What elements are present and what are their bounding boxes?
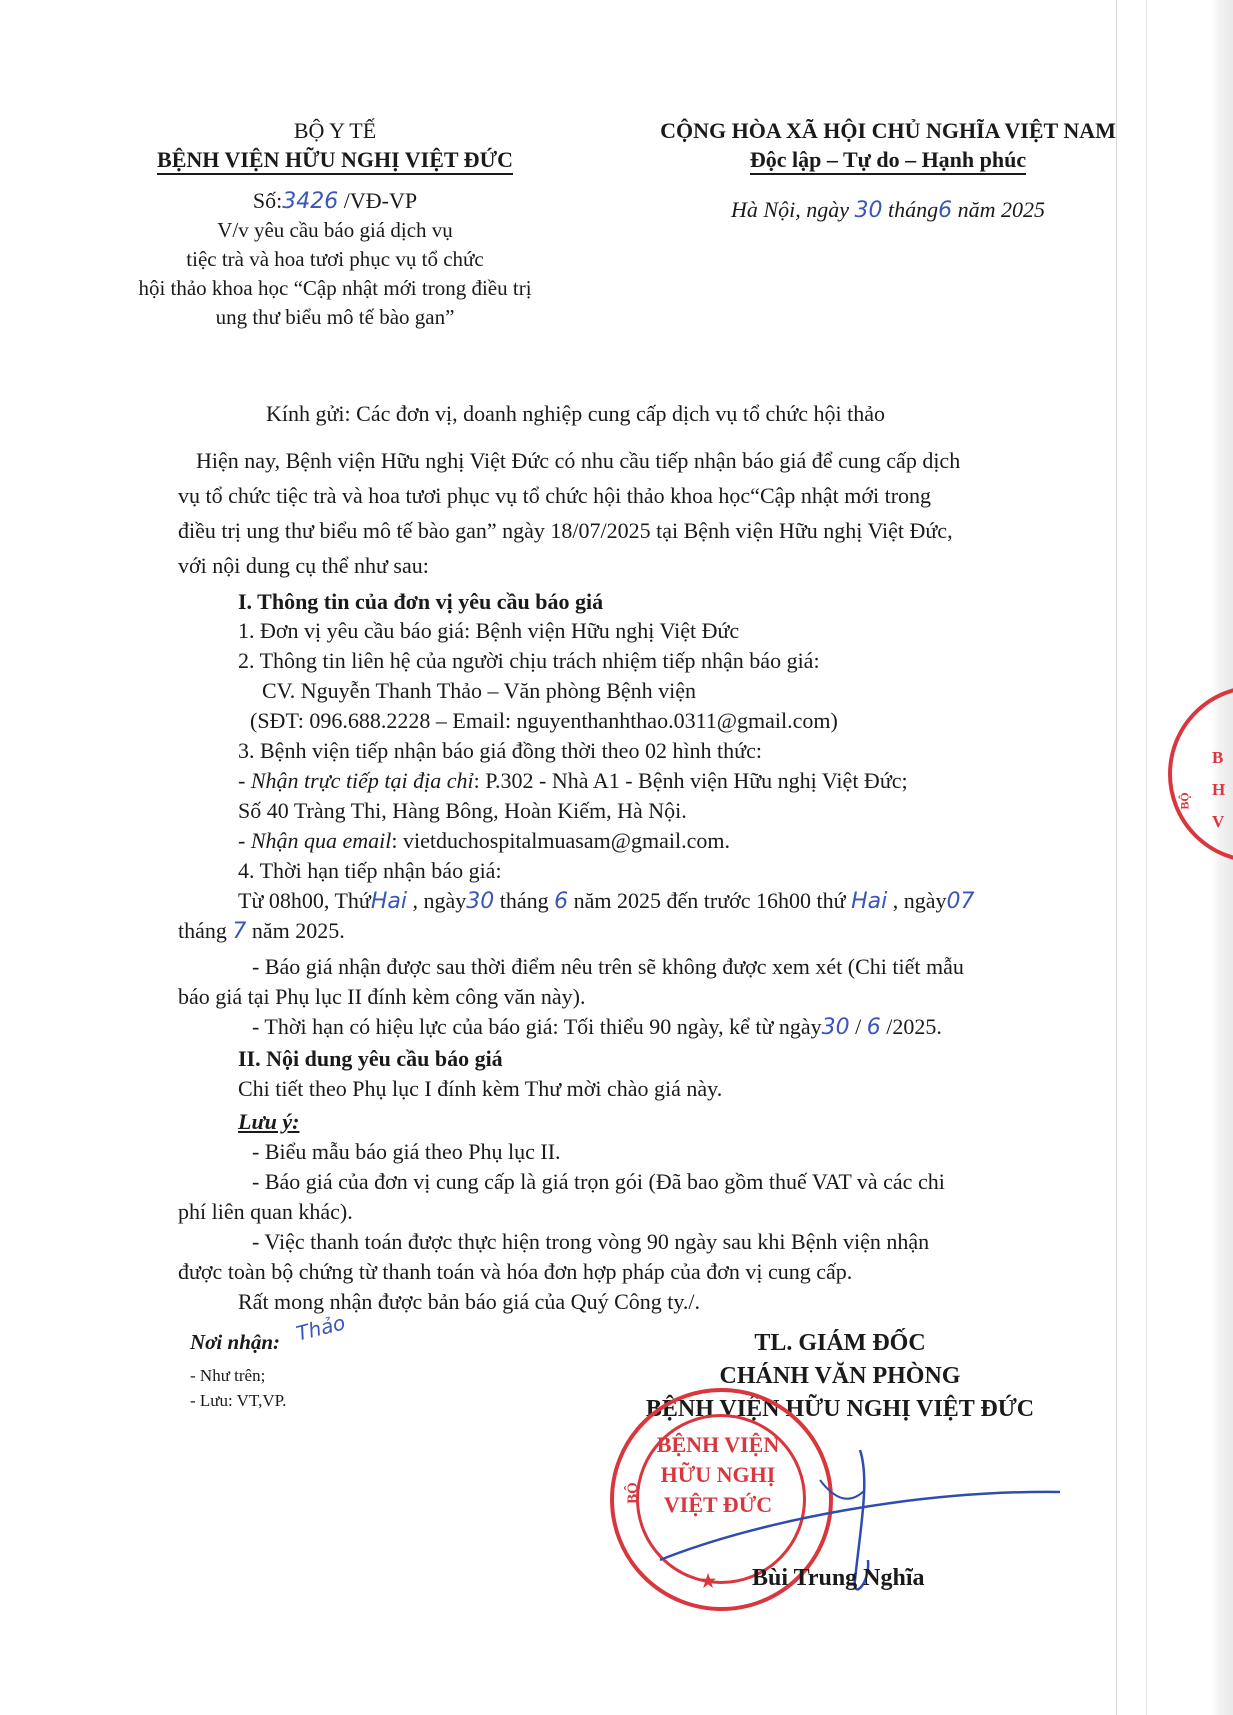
subject-block bbox=[100, 216, 570, 332]
late-note: báo giá tại Phụ lục II đính kèm công văn này). bbox=[178, 984, 586, 1009]
deadline-line: tháng 7 năm 2025. bbox=[178, 918, 345, 944]
address: Số 40 Tràng Thi, Hàng Bông, Hoàn Kiếm, Hà Nội. bbox=[238, 798, 687, 823]
edge-seal-side-text: BỘ bbox=[1177, 792, 1192, 810]
contact-name: CV. Nguyễn Thanh Thảo – Văn phòng Bệnh viện bbox=[262, 678, 697, 703]
document-number: Số:3426 /VĐ-VP bbox=[252, 188, 418, 214]
email-delivery: - Nhận qua email: vietduchospitalmuasam@gmail.com. bbox=[238, 828, 730, 853]
signer-name: Bùi Trung Nghĩa bbox=[752, 1565, 925, 1591]
section-1-title: I. Thông tin của đơn vị yêu cầu báo giá bbox=[238, 589, 604, 614]
validity-line: - Thời hạn có hiệu lực của báo giá: Tối thiểu 90 ngày, kể từ ngày30 / 6 /2025. bbox=[252, 1014, 942, 1040]
issue-date: Hà Nội, ngày 30 tháng6 năm 2025 bbox=[731, 197, 1045, 223]
salutation: Kính gửi: Các đơn vị, doanh nghiệp cung cấp dịch vụ tổ chức hội thảo bbox=[266, 401, 885, 426]
handwritten-number: 3426 bbox=[282, 189, 339, 214]
closing-line: Rất mong nhận được bản báo giá của Quý Công ty./. bbox=[238, 1289, 701, 1314]
seal-star: ★ bbox=[700, 1571, 717, 1591]
section-2-detail: Chi tiết theo Phụ lục I đính kèm Thư mời chào giá này. bbox=[238, 1076, 723, 1101]
ministry-name: BỘ Y TẾ bbox=[293, 118, 377, 143]
national-header bbox=[618, 116, 1158, 225]
intro-line: với nội dung cụ thể như sau: bbox=[178, 553, 429, 578]
seal-text: BỆNH VIỆN HỮU NGHỊ VIỆT ĐỨC bbox=[656, 1432, 780, 1517]
note-item: - Báo giá của đơn vị cung cấp là giá trọn gói (Đã bao gồm thuế VAT và các chi bbox=[252, 1169, 945, 1194]
section-1-item: 3. Bệnh viện tiếp nhận báo giá đồng thời theo 02 hình thức: bbox=[238, 738, 762, 763]
issuer-block bbox=[100, 116, 570, 332]
country-name: CỘNG HÒA XÃ HỘI CHỦ NGHĨA VIỆT NAM bbox=[660, 118, 1116, 143]
note-item: - Việc thanh toán được thực hiện trong vòng 90 ngày sau khi Bệnh viện nhận bbox=[252, 1229, 930, 1254]
subject-line: V/v yêu cầu báo giá dịch vụ bbox=[217, 218, 453, 242]
recipients-title: Nơi nhận: bbox=[190, 1330, 281, 1354]
initials-handwritten: Thảo bbox=[293, 1310, 348, 1346]
late-note: - Báo giá nhận được sau thời điểm nêu trên sẽ không được xem xét (Chi tiết mẫu bbox=[252, 954, 964, 979]
edge-seal-text: B H V bbox=[1212, 748, 1226, 831]
recipient-item: - Như trên; bbox=[190, 1366, 266, 1385]
note-item: - Biểu mẫu báo giá theo Phụ lục II. bbox=[252, 1139, 561, 1164]
subject-line: tiệc trà và hoa tươi phục vụ tổ chức bbox=[186, 247, 484, 271]
scan-fold-line bbox=[1116, 0, 1117, 1715]
motto: Độc lập – Tự do – Hạnh phúc bbox=[618, 145, 1158, 174]
notes-title: Lưu ý: bbox=[238, 1109, 300, 1134]
note-item: được toàn bộ chứng từ thanh toán và hóa đơn hợp pháp của đơn vị cung cấp. bbox=[178, 1259, 853, 1284]
section-1-item: 1. Đơn vị yêu cầu báo giá: Bệnh viện Hữu nghị Việt Đức bbox=[238, 618, 740, 643]
subject-line: hội thảo khoa học “Cập nhật mới trong điều trị bbox=[138, 276, 532, 300]
seal-side-text: BỘ bbox=[624, 1482, 641, 1504]
signature-title: CHÁNH VĂN PHÒNG bbox=[719, 1363, 961, 1389]
section-1-item: 4. Thời hạn tiếp nhận báo giá: bbox=[238, 858, 502, 883]
section-1-item: 2. Thông tin liên hệ của người chịu trách nhiệm tiếp nhận báo giá: bbox=[238, 648, 820, 673]
scan-fold-line bbox=[1146, 0, 1147, 1715]
contact-phone-email: (SĐT: 096.688.2228 – Email: nguyenthanhthao.0311@gmail.com) bbox=[250, 708, 838, 733]
section-2-title: II. Nội dung yêu cầu báo giá bbox=[238, 1046, 503, 1071]
direct-delivery: - Nhận trực tiếp tại địa chỉ: P.302 - Nhà A1 - Bệnh viện Hữu nghị Việt Đức; bbox=[238, 768, 908, 793]
intro-line: vụ tổ chức tiệc trà và hoa tươi phục vụ tổ chức hội thảo khoa học“Cập nhật mới trong bbox=[178, 483, 932, 508]
note-item: phí liên quan khác). bbox=[178, 1199, 353, 1224]
handwritten-month: 6 bbox=[938, 198, 953, 223]
hospital-name: BỆNH VIỆN HỮU NGHỊ VIỆT ĐỨC bbox=[100, 145, 570, 174]
intro-line: điều trị ung thư biểu mô tế bào gan” ngày 18/07/2025 tại Bệnh viện Hữu nghị Việt Đức, bbox=[178, 518, 953, 543]
intro-line: Hiện nay, Bệnh viện Hữu nghị Việt Đức có nhu cầu tiếp nhận báo giá để cung cấp dịch bbox=[196, 448, 961, 473]
signature-title: BỆNH VIỆN HỮU NGHỊ VIỆT ĐỨC bbox=[645, 1396, 1035, 1422]
deadline-line: Từ 08h00, ThứHai , ngày30 tháng 6 năm 2025 đến trước 16h00 thứ Hai , ngày07 bbox=[238, 888, 975, 914]
recipient-item: - Lưu: VT,VP. bbox=[190, 1391, 287, 1410]
subject-line: ung thư biểu mô tế bào gan” bbox=[215, 305, 455, 329]
signature-title: TL. GIÁM ĐỐC bbox=[754, 1330, 926, 1356]
handwritten-day: 30 bbox=[854, 198, 883, 223]
